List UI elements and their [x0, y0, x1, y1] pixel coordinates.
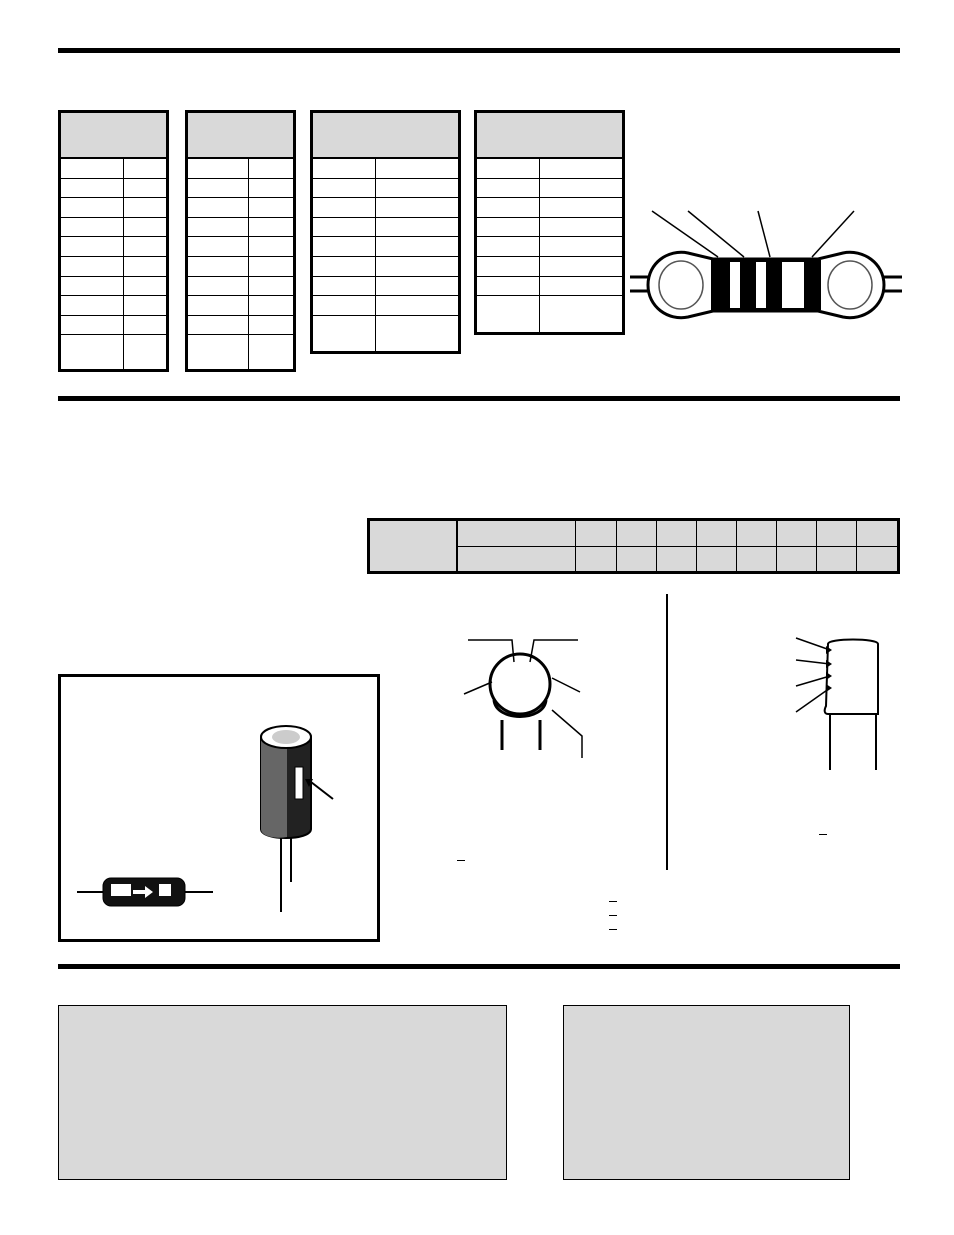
table-row [188, 217, 293, 237]
table-row [61, 197, 166, 217]
resistor-icon [628, 205, 904, 330]
table-row [477, 295, 622, 315]
table-row [61, 315, 166, 335]
table-row [313, 178, 458, 198]
capacitor-divider [666, 594, 668, 870]
top-rule [58, 48, 900, 53]
notes-box-right [563, 1005, 850, 1180]
table-row [313, 276, 458, 296]
capacitor-code-table [367, 518, 900, 574]
table-row [313, 256, 458, 276]
tick-mark [609, 915, 617, 916]
axial-capacitor-icon [75, 872, 215, 912]
color-table-2 [185, 110, 296, 372]
table-row [313, 295, 458, 315]
table-row [477, 276, 622, 296]
table-row [477, 158, 622, 178]
table-row [313, 315, 458, 335]
table-row [188, 236, 293, 256]
tick-mark [609, 901, 617, 902]
table-row [313, 236, 458, 256]
tick-mark [609, 929, 617, 930]
color-table-3-header [313, 113, 458, 158]
color-table-1-header [61, 113, 166, 158]
table-row [188, 315, 293, 335]
ceramic-disc-capacitor-icon [462, 632, 592, 762]
table-row [188, 256, 293, 276]
color-table-4-header [477, 113, 622, 158]
color-table-4 [474, 110, 625, 335]
color-table-3 [310, 110, 461, 354]
table-row [188, 295, 293, 315]
middle-rule [58, 396, 900, 401]
table-row [477, 236, 622, 256]
table-row [61, 256, 166, 276]
table-row [477, 256, 622, 276]
tick-mark [819, 834, 827, 835]
color-table-2-header [188, 113, 293, 158]
notes-box-left [58, 1005, 507, 1180]
table-row [188, 334, 293, 354]
table-row [61, 178, 166, 198]
table-row [477, 197, 622, 217]
table-row [313, 158, 458, 178]
bottom-rule [58, 964, 900, 969]
table-row [188, 276, 293, 296]
table-row [61, 334, 166, 354]
table-row [188, 158, 293, 178]
film-capacitor-icon [790, 630, 890, 775]
table-row [477, 178, 622, 198]
table-row [61, 236, 166, 256]
table-row [313, 217, 458, 237]
color-table-1 [58, 110, 169, 372]
table-row [188, 197, 293, 217]
capacitor-table-label-cell [370, 521, 458, 571]
table-row [61, 295, 166, 315]
table-row [61, 217, 166, 237]
table-row [61, 158, 166, 178]
table-row [477, 217, 622, 237]
electrolytic-capacitor-icon [251, 717, 341, 917]
electrolytic-capacitor-box [58, 674, 380, 942]
table-row [313, 197, 458, 217]
tick-mark [457, 860, 465, 861]
table-row [61, 276, 166, 296]
table-row [188, 178, 293, 198]
